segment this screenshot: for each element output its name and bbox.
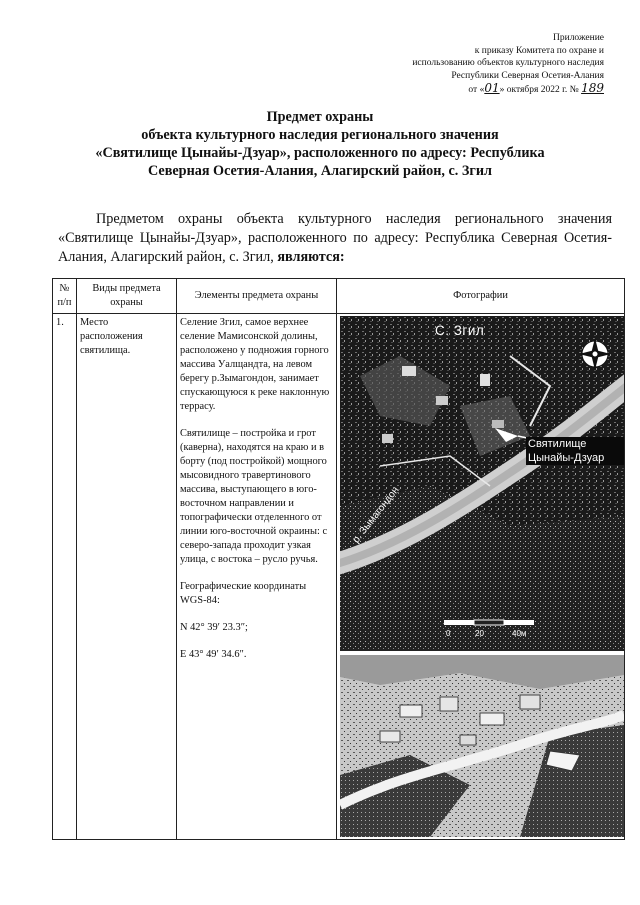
protection-table	[52, 278, 625, 840]
date-mid: » октября 2022 г. №	[499, 85, 579, 95]
row-kind: Место расположения святилища.	[77, 314, 177, 840]
scale-bar	[444, 620, 534, 625]
title-line: «Святилище Цынайы-Дзуар», расположенного по адресу: Республика	[95, 145, 545, 161]
intro-paragraph	[58, 210, 612, 267]
aerial-photo-icon	[340, 655, 624, 837]
element-paragraph: Святилище – постройка и грот (каверна), находятся на краю и в борту (под постройкой) мощного мысовидного травертинового массива, выступающего в юго-восточном направлении и топографически отделенного от линии юго-восточной окраины: с северо-запада проходит узкая улица, с востока – русло ручья.	[180, 428, 328, 565]
row-number: 1.	[53, 314, 77, 840]
map-label-village: С. Згил	[435, 323, 485, 338]
approval-line: Республики Северная Осетия-Алания	[451, 70, 604, 81]
date-day: 01	[484, 81, 500, 95]
satellite-map-photo	[340, 316, 624, 651]
row-elements	[177, 314, 337, 840]
coordinates-heading: Географические координаты WGS-84:	[180, 581, 307, 606]
table-row	[53, 314, 625, 840]
scale-label: 40м	[512, 629, 527, 638]
map-label-river: р. Зымагондон	[350, 484, 402, 546]
header-kind: Виды предмета охраны	[77, 279, 177, 314]
intro-bold-tail: являются:	[277, 249, 345, 265]
document-title	[60, 108, 580, 180]
header-elements: Элементы предмета охраны	[177, 279, 337, 314]
coordinate-east: E 43° 49′ 34.6″.	[180, 649, 247, 660]
title-line: Предмет охраны	[266, 109, 374, 125]
header-photos: Фотографии	[337, 279, 625, 314]
approval-line: Приложение	[553, 33, 604, 43]
title-line: объекта культурного наследия регионального значения	[141, 127, 499, 143]
order-number: 189	[581, 81, 604, 95]
approval-line: к приказу Комитета по охране и	[474, 45, 604, 56]
scale-label: 20	[475, 629, 484, 638]
table-header-row	[53, 279, 625, 314]
row-photos	[337, 314, 625, 840]
map-label-shrine: Святилище Цынайы-Дзуар	[526, 437, 624, 465]
coordinate-north: N 42° 39′ 23.3″;	[180, 622, 248, 633]
scale-label: 0	[446, 629, 451, 638]
element-paragraph: Селение Згил, самое верхнее селение Мамисонской долины, расположено у подножия горного массива Уалщандта, на левом берегу р.Зымагондон, занимает спускающуюся к реке наклонную террасу.	[180, 317, 330, 412]
aerial-photo	[340, 655, 624, 837]
date-prefix: от «	[468, 85, 485, 95]
title-line: Северная Осетия-Алания, Алагирский район, с. Згил	[148, 163, 492, 179]
intro-text: Предметом охраны объекта культурного наследия регионального значения «Святилище Цынайы-Дзуар», расположенного по адресу: Республика Северная Осетия-Алания, Алагирский район, с. Згил,	[58, 211, 612, 265]
approval-date	[304, 82, 604, 97]
approval-block	[304, 32, 604, 97]
satellite-map-graphic	[340, 316, 624, 651]
header-num: № п/п	[53, 279, 77, 314]
approval-line: использованию объектов культурного наследия	[412, 58, 604, 68]
